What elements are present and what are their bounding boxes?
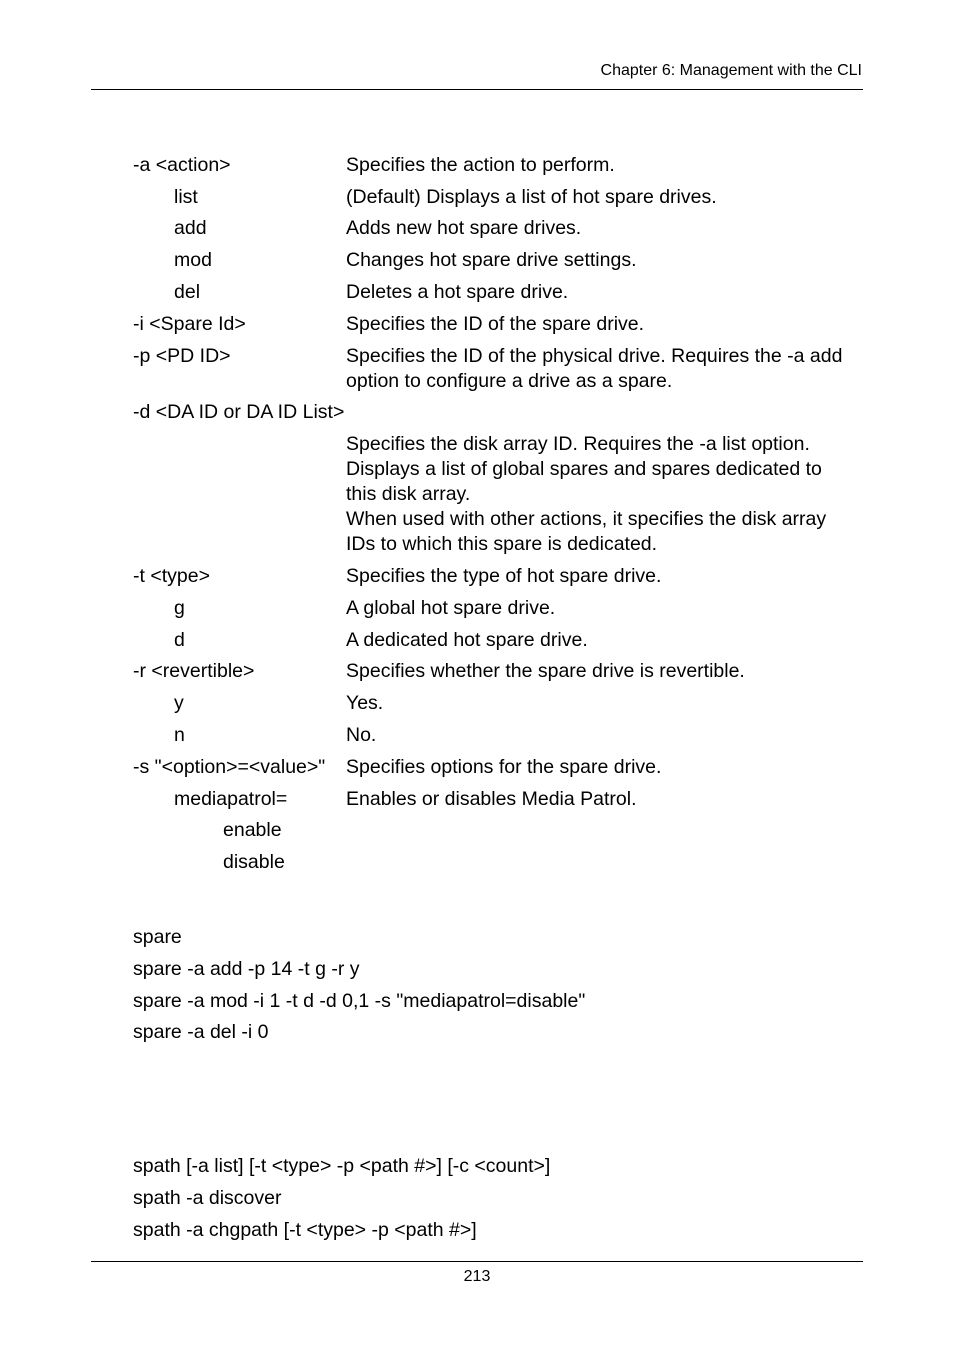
option-da-id: -d <DA ID or DA ID List> [133, 401, 345, 423]
value-y-desc: Yes. [346, 692, 384, 714]
value-y: y [174, 692, 184, 714]
option-spare-id: -i <Spare Id> [133, 313, 246, 335]
footer-rule [91, 1261, 863, 1262]
usage-line: spath -a chgpath [-t <type> -p <path #>] [133, 1219, 477, 1241]
option-pd-id: -p <PD ID> [133, 345, 231, 367]
running-header: Chapter 6: Management with the CLI [600, 62, 862, 79]
value-del-desc: Deletes a hot spare drive. [346, 281, 569, 303]
option-settings: -s "<option>=<value>" [133, 756, 326, 778]
value-del: del [174, 281, 201, 303]
value-d-desc: A dedicated hot spare drive. [346, 629, 588, 651]
value-mod-desc: Changes hot spare drive settings. [346, 249, 637, 271]
example-line: spare [133, 926, 182, 948]
option-pd-id-desc-line-1: Specifies the ID of the physical drive. Requires the -a add [346, 345, 843, 367]
header-rule [91, 89, 863, 90]
value-list: list [174, 186, 198, 208]
option-revertible-desc: Specifies whether the spare drive is revertible. [346, 660, 745, 682]
value-add-desc: Adds new hot spare drives. [346, 217, 582, 239]
option-type: -t <type> [133, 565, 210, 587]
option-action: -a <action> [133, 154, 231, 176]
value-d: d [174, 629, 185, 651]
option-da-id-desc-line-3: this disk array. [346, 483, 471, 505]
value-mediapatrol-desc: Enables or disables Media Patrol. [346, 788, 637, 810]
value-add: add [174, 217, 207, 239]
usage-line: spath -a discover [133, 1187, 282, 1209]
value-disable: disable [223, 851, 285, 873]
option-type-desc: Specifies the type of hot spare drive. [346, 565, 662, 587]
value-n: n [174, 724, 185, 746]
example-line: spare -a mod -i 1 -t d -d 0,1 -s "mediapatrol=disable" [133, 990, 586, 1012]
value-mediapatrol: mediapatrol= [174, 788, 288, 810]
option-da-id-desc-line-5: IDs to which this spare is dedicated. [346, 533, 658, 555]
option-action-desc: Specifies the action to perform. [346, 154, 615, 176]
page-number: 213 [463, 1268, 491, 1285]
value-mod: mod [174, 249, 212, 271]
option-settings-desc: Specifies options for the spare drive. [346, 756, 662, 778]
example-line: spare -a del -i 0 [133, 1021, 269, 1043]
option-pd-id-desc-line-2: option to configure a drive as a spare. [346, 370, 673, 392]
option-da-id-desc-line-2: Displays a list of global spares and spares dedicated to [346, 458, 822, 480]
value-g-desc: A global hot spare drive. [346, 597, 556, 619]
usage-line: spath [-a list] [-t <type> -p <path #>] [-c <count>] [133, 1155, 551, 1177]
value-n-desc: No. [346, 724, 377, 746]
option-da-id-desc-line-4: When used with other actions, it specifies the disk array [346, 508, 827, 530]
example-line: spare -a add -p 14 -t g -r y [133, 958, 360, 980]
option-spare-id-desc: Specifies the ID of the spare drive. [346, 313, 645, 335]
value-list-desc: (Default) Displays a list of hot spare drives. [346, 186, 717, 208]
option-da-id-desc-line-1: Specifies the disk array ID. Requires the -a list option. [346, 433, 810, 455]
value-g: g [174, 597, 185, 619]
option-revertible: -r <revertible> [133, 660, 255, 682]
value-enable: enable [223, 819, 282, 841]
